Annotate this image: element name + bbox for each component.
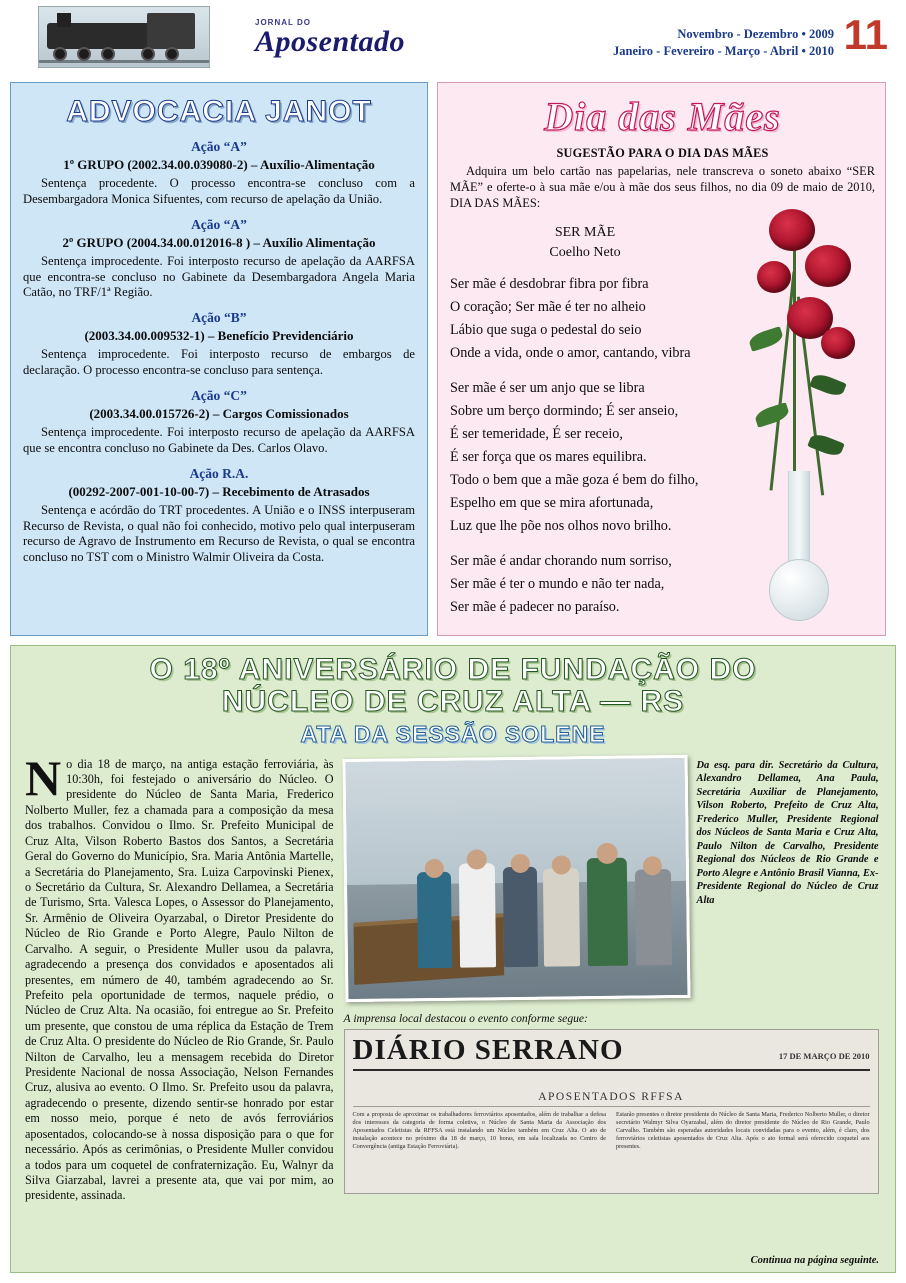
advocacia-text: Sentença improcedente. Foi interposto recurso de apelação da AARFSA que se encontra concluso no Gabinete da Des. Carlos Olavo. [23,425,415,455]
masthead [10,6,896,78]
poem-stanza [450,273,750,365]
advocacia-item [23,310,415,379]
aniversario-panel [10,645,896,1273]
clipping-masthead-name: DIÁRIO SERRANO [352,1033,624,1066]
advocacia-acao-label: Ação “C” [191,388,247,404]
advocacia-acao-label: Ação “B” [191,310,247,326]
photo-and-caption [344,757,881,1000]
glass-vase-icon [761,471,837,621]
red-roses-in-vase-icon [721,201,881,621]
event-photo-ceremony-icon [342,755,690,1002]
advocacia-acao-label: Ação R.A. [189,465,249,481]
advocacia-grupo-label: 2º GRUPO (2004.34.00.012016-8 ) – Auxílio Alimentação [62,234,376,250]
poem-author: Coelho Neto [549,244,621,260]
advocacia-grupo-label: (2003.34.00.009532-1) – Benefício Previdenciário [84,328,354,344]
advocacia-janot-panel [10,82,428,636]
poem-line: É ser temeridade, É ser receio, [450,425,623,442]
aniversario-title-line2: NÚCLEO DE CRUZ ALTA — RS [221,685,685,719]
advocacia-grupo-label: 1º GRUPO (2002.34.00.039080-2) – Auxílio-Alimentação [63,157,375,172]
newspaper-brand [255,18,405,57]
clipping-headline: APOSENTADOS RFFSA [353,1091,870,1107]
newspaper-clipping [344,1029,879,1194]
advocacia-grupo-label: (00292-2007-001-10-00-7) – Recebimento de Atrasados [68,483,370,499]
poem-line: Ser mãe é andar chorando num sorriso, [450,552,672,569]
drop-cap: N [25,749,62,806]
aniversario-media-column [344,757,881,1204]
clipping-column-1: Com a proposta de aproximar os trabalhadores ferroviários aposentados, além de trabalhar a defesa dos interesses da categoria de forma coletiva, o Núcleo de Santa Maria da Associação dos Aposentados Celetistas da RFFSA está instalando um Núcleo também em Cruz Alta. O ato de instalação acontece no próximo dia 18 de março, 10 horas, em sala localizada no Centro de Convergência (antiga Estação Ferroviária). [352,1110,607,1151]
poem-line: Espelho em que se mira afortunada, [450,494,654,511]
poem-line: Onde a vida, onde o amor, cantando, vibra [450,344,691,361]
poem-stanza [450,377,750,538]
poem-line: Luz que lhe põe nos olhos novo brilho. [450,517,672,534]
poem-body [450,273,750,619]
locomotive-photo [38,6,210,68]
dia-das-maes-panel [437,82,886,636]
advocacia-text: Sentença e acórdão do TRT procedentes. A União e o INSS interpuseram Recurso de Revista, o qual não foi conhecido, motivo pelo qual interpuseram recurso de Agravo de Instrumento em Recurso de Revista, o qual se encontra concluso no TST com o Ministro Walmir Oliveira da Costa. [23,502,415,565]
aniversario-article-paragraph: o dia 18 de março, na antiga estação ferroviária, às 10:30h, foi festejado o aniversário do Núcleo. O presidente do Núcleo de Santa Maria, Frederico Nolberto Muller, fez a chamada para a composição da mesa dos trabalhos. Convidou o Ilmo. Sr. Prefeito Municipal de Cruz Alta, Vilson Roberto Bastos dos Santos, a Secretária Geral do Governo do Município, Sra. Maria Antônia Martelle, a Secretária do Planejamento, Sra. Luiza Carpovinski Pienex, o Secretário da Cultura, Sr. Alexandro Dellamea, a Secretária de Turismo, Srta. Valesca Lopes, o Assessor do Planejamento, Sr. Armênio de Oliveira Oyarzabal, o Diretor Presidente do Núcleo de Rio Grande e Porto Alegre, Paulo Nilton de Carvalho. A seguir, o Presidente Muller usou da palavra, agradecendo a presença dos convidados e aposentados ali presentes, em número de 40, também agradecendo ao Sr. Prefeito pela oportunidade de termos, naquele prédio, o Núcleo de Cruz Alta. Na ocasião, foi entregue ao Sr. Prefeito um presente, que constou de uma réplica da Estação de Trem de Cruz Alta. O presidente do Núcleo de Rio Grande, Sr. Paulo Nilton de Carvalho, leu a mensagem recebida do Diretor Presidente Nacional de nossa Associação, Nelson Fernandes Cruz, alusiva ao evento. O Ilmo. Sr. Prefeito usou da palavra, agradecendo o presente, dizendo sentir-se honrado por estar em nosso meio, porque é neto de avós ferroviários aposentados, colocando-se à nossa disposição para o que for necessário. Após as cerimônias, o Presidente Muller convidou a todos para um coquetel de confraternização. Eu, Walnyr da Silva Giarzabal, lavrei a presente ata, que vai por mim, ao presidente, assinada. [25,756,334,1203]
dia-das-maes-intro: Adquira um belo cartão nas papelarias, nele transcreva o soneto abaixo “SER MÃE” e oferte-o à sua mãe e/ou à mãe dos seus filhos, no dia 09 de maio de 2010, DIA DAS MÃES: [450,164,875,211]
poem-header [450,223,720,262]
poem-line: Ser mãe é padecer no paraíso. [450,598,620,615]
aniversario-body [25,749,881,1204]
poem-line: O coração; Ser mãe é ter no alheio [450,298,646,315]
clipping-column-2: Estarão presentes o diretor presidente do Núcleo de Santa Maria, Frederico Nolberto Muller, o diretor secretário Walmyr Silva Oyarzabal, além do diretor presidente do Núcleo de Rio Grande, Paulo Carvalho. Também são esperadas autoridades locais convidadas para o evento, além, é claro, dos ferroviários celetistas aposentados de Cruz Alta. Após o ato formal será oferecido coquetel aos presentes. [616,1110,870,1151]
clipping-header [353,1034,870,1071]
aniversario-article-text [25,749,334,1204]
dia-das-maes-subtitle: SUGESTÃO PARA O DIA DAS MÃES [556,146,769,160]
advocacia-acao-label: Ação “A” [191,139,247,154]
poem-line: Ser mãe é ser um anjo que se libra [450,379,645,396]
dia-das-maes-title: Dia das Mães [544,94,781,139]
brand-title: Aposentado [255,25,406,58]
advocacia-grupo-label: (2003.34.00.015726-2) – Cargos Comissionados [89,406,349,422]
imprensa-note: A imprensa local destacou o evento conforme segue: [343,1011,588,1025]
advocacia-item [23,388,415,457]
advocacia-title: ADVOCACIA JANOT [66,95,372,128]
advocacia-item [23,466,415,566]
advocacia-text: Sentença improcedente. Foi interposto recurso de apelação da AARFSA que encontra-se concluso no Gabinete da Desembargadora Angela Maria Catão, no TRF/1ª Região. [23,253,415,300]
aniversario-subtitle: ATA DA SESSÃO SOLENE [300,720,606,747]
advocacia-item [23,139,415,208]
poem-line: Ser mãe é ter o mundo e não ter nada, [450,575,665,592]
poem-stanza [450,550,750,619]
issue-dates [613,26,834,60]
poem-line: É ser força que os mares equilibra. [450,448,647,465]
poem-line: Lábio que suga o pedestal do seio [450,321,642,338]
poem-title: SER MÃE [554,225,616,241]
poem-line: Sobre um berço dormindo; É ser anseio, [450,402,679,419]
clipping-date: 17 DE MARÇO DE 2010 [778,1050,870,1061]
advocacia-text: Sentença procedente. O processo encontra-se concluso com a Desembargadora Monica Sifuentes, com recurso de apelação da União. [23,176,415,206]
photo-caption: Da esq. para dir. Secretário da Cultura, Alexandro Dellamea, Ana Paula, Secretária Auxiliar de Planejamento, Vilson Roberto, Prefeito de Cruz Alta, Frederico Muller, Presidente Regional dos Núcleos de Santa Maria e Cruz Alta, Paulo Nilton de Carvalho, Presidente Regional dos Núcleos de Rio Grande e Porto Alegre e Antônio Brasil Vianna, Ex-Presidente Regional do Núcleo de Cruz Alta [696,759,879,906]
issue-dates-line2: Janeiro - Fevereiro - Março - Abril • 2010 [613,43,834,58]
issue-dates-line1: Novembro - Dezembro • 2009 [677,27,834,41]
poem-line: Todo o bem que a mãe goza é bem do filho, [450,471,699,488]
poem-line: Ser mãe é desdobrar fibra por fibra [450,275,649,292]
clipping-columns [353,1111,870,1152]
advocacia-text: Sentença improcedente. Foi interposto recurso de embargos de declaração. O processo encontra-se concluso para sentença. [23,347,415,378]
brand-kicker: JORNAL DO [255,18,311,27]
aniversario-title-line1: O 18º ANIVERSÁRIO DE FUNDAÇÃO DO [149,653,757,686]
advocacia-acao-label: Ação “A” [191,216,247,232]
continua-note: Continua na página seguinte. [750,1255,879,1266]
advocacia-item [23,217,415,302]
page-number: 11 [843,11,888,58]
top-row [10,82,896,636]
